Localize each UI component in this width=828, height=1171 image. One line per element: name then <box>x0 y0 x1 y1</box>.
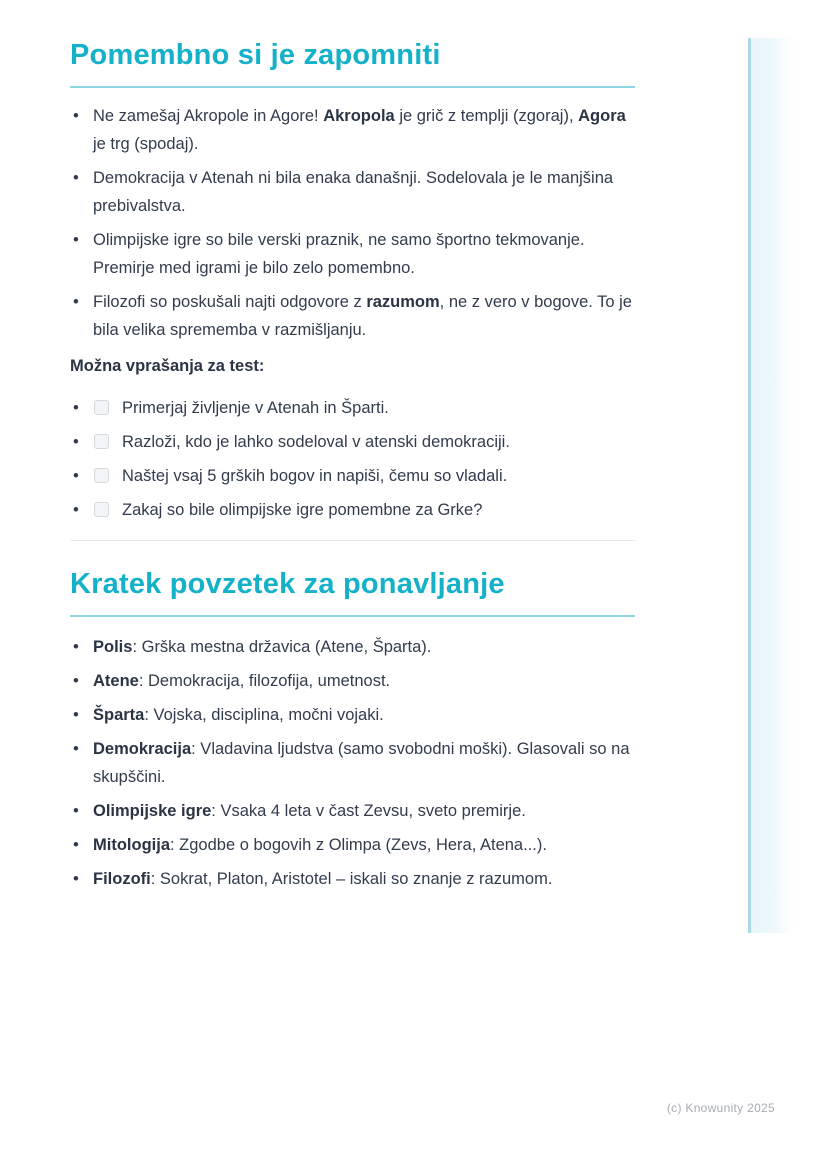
text: Ne zamešaj Akropole in Agore! <box>93 107 324 125</box>
text: Olimpijske igre so bile verski praznik, ne samo športno tekmovanje. Premirje med igrami je bilo zelo pomembno. <box>93 231 585 277</box>
section-1-title: Pomembno si je zapomniti <box>70 39 441 71</box>
page-edge-bar <box>748 38 792 933</box>
list-item <box>70 701 635 729</box>
checklist-item <box>70 496 635 524</box>
list-item <box>70 667 635 695</box>
bold-term: Polis <box>93 638 133 656</box>
list-item <box>70 102 635 158</box>
text: je grič z templji (zgoraj), <box>394 107 579 125</box>
text: Filozofi so poskušali najti odgovore z <box>93 293 367 311</box>
section-2-title: Kratek povzetek za ponavljanje <box>70 568 505 600</box>
test-questions-subheading: Možna vprašanja za test: <box>70 357 265 375</box>
text: je trg (spodaj). <box>93 135 199 153</box>
checklist-item-label: Naštej vsaj 5 grških bogov in napiši, čemu so vladali. <box>122 467 508 485</box>
text: : Vojska, disciplina, močni vojaki. <box>144 706 384 724</box>
text: : Zgodbe o bogovih z Olimpa (Zevs, Hera, Atena...). <box>170 836 547 854</box>
checklist-item-label: Zakaj so bile olimpijske igre pomembne za Grke? <box>122 501 483 519</box>
footer-copyright: (c) Knowunity 2025 <box>666 1101 775 1115</box>
list-item <box>70 226 635 282</box>
section-summary <box>70 567 635 893</box>
text: : Sokrat, Platon, Aristotel – iskali so znanje z razumom. <box>150 870 553 888</box>
list-item <box>70 735 635 791</box>
summary-list <box>70 633 635 893</box>
bold-term: razumom <box>366 293 440 311</box>
page-content <box>70 38 635 899</box>
checklist-item-label: Razloži, kdo je lahko sodeloval v atenski demokraciji. <box>122 433 510 451</box>
bold-term: Filozofi <box>93 870 151 888</box>
list-item <box>70 633 635 661</box>
test-questions-checklist <box>70 394 635 524</box>
notes-list <box>70 102 635 344</box>
text: , ne z vero v bogove. To je bila velika sprememba v razmišljanju. <box>93 293 632 339</box>
list-item <box>70 797 635 825</box>
bold-term: Atene <box>93 672 139 690</box>
list-item <box>70 164 635 220</box>
bold-term: Mitologija <box>93 836 170 854</box>
checkbox[interactable] <box>94 468 109 483</box>
checkbox[interactable] <box>94 502 109 517</box>
text: : Demokracija, filozofija, umetnost. <box>138 672 391 690</box>
text: : Vladavina ljudstva (samo svobodni moški). Glasovali so na skupščini. <box>93 740 630 786</box>
checkbox[interactable] <box>94 434 109 449</box>
bold-term: Šparta <box>93 706 145 724</box>
text: Demokracija v Atenah ni bila enaka današnji. Sodelovala je le manjšina prebivalstva. <box>93 169 614 215</box>
title-underline <box>70 615 635 617</box>
checklist-item-label: Primerjaj življenje v Atenah in Šparti. <box>122 399 389 417</box>
checklist-item <box>70 428 635 456</box>
bold-term: Akropola <box>323 107 395 125</box>
checklist-item <box>70 462 635 490</box>
list-item <box>70 865 635 893</box>
bold-term: Demokracija <box>93 740 192 758</box>
text: : Grška mestna državica (Atene, Šparta). <box>132 638 432 656</box>
checkbox[interactable] <box>94 400 109 415</box>
list-item <box>70 831 635 859</box>
list-item <box>70 288 635 344</box>
text: : Vsaka 4 leta v čast Zevsu, sveto premirje. <box>211 802 526 820</box>
section-important-notes <box>70 38 635 524</box>
title-underline <box>70 86 635 88</box>
checklist-item <box>70 394 635 422</box>
bold-term: Agora <box>578 107 626 125</box>
section-divider <box>70 540 635 541</box>
bold-term: Olimpijske igre <box>93 802 212 820</box>
